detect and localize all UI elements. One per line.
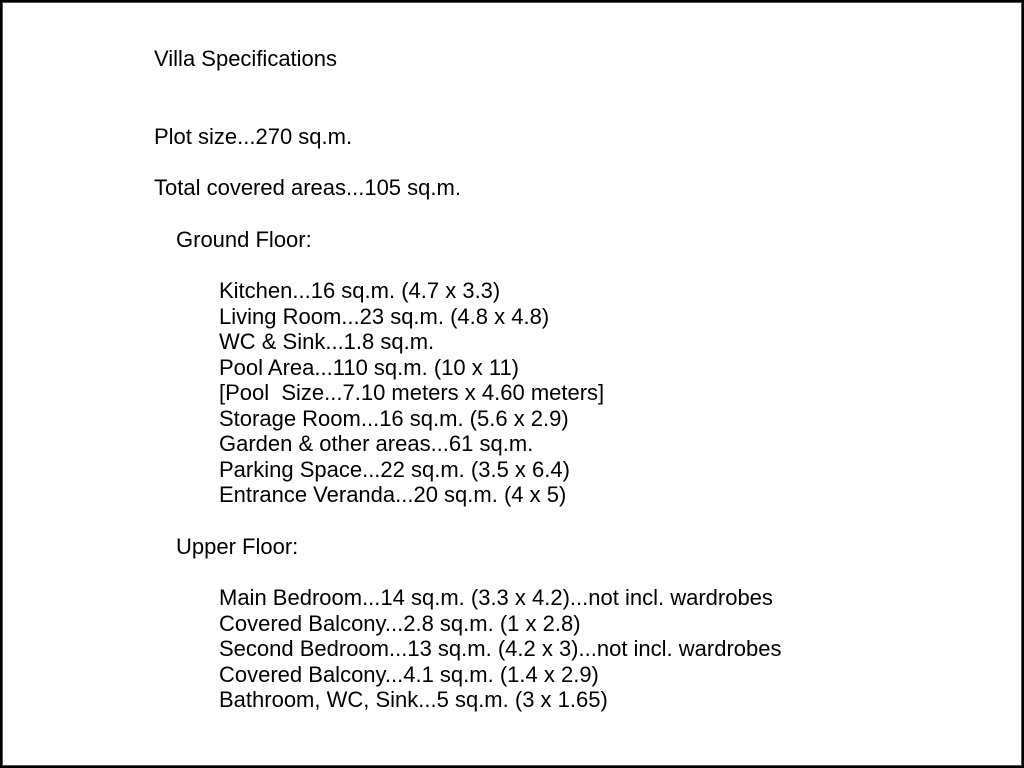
list-item: Second Bedroom...13 sq.m. (4.2 x 3)...not incl. wardrobes: [219, 636, 782, 661]
list-item: Parking Space...22 sq.m. (3.5 x 6.4): [219, 456, 570, 482]
list-item: Entrance Veranda...20 sq.m. (4 x 5): [219, 482, 567, 507]
list-item: Storage Room...16 sq.m. (5.6 x 2.9): [219, 405, 569, 431]
list-item: Garden & other areas...61 sq.m.: [219, 431, 534, 456]
list-item: Living Room...23 sq.m. (4.8 x 4.8): [219, 303, 550, 329]
list-item: Pool Area...110 sq.m. (10 x 11): [219, 354, 520, 380]
list-item: WC & Sink...1.8 sq.m.: [219, 329, 435, 354]
upper-floor-list: [219, 585, 782, 713]
total-covered-areas: Total covered areas...105 sq.m.: [154, 175, 461, 200]
plot-size: Plot size...270 sq.m.: [154, 124, 353, 149]
list-item: Kitchen...16 sq.m. (4.7 x 3.3): [219, 278, 501, 303]
list-item: Covered Balcony...4.1 sq.m. (1.4 x 2.9): [219, 661, 599, 687]
ground-floor-list: [219, 278, 604, 508]
document-title: Villa Specifications: [154, 46, 338, 71]
list-item: [Pool Size...7.10 meters x 4.60 meters]: [219, 380, 605, 405]
list-item: Covered Balcony...2.8 sq.m. (1 x 2.8): [219, 610, 581, 636]
list-item: Main Bedroom...14 sq.m. (3.3 x 4.2)...not incl. wardrobes: [219, 585, 773, 610]
ground-floor-heading: Ground Floor:: [176, 227, 312, 252]
upper-floor-heading: Upper Floor:: [176, 534, 299, 559]
list-item: Bathroom, WC, Sink...5 sq.m. (3 x 1.65): [219, 687, 608, 712]
